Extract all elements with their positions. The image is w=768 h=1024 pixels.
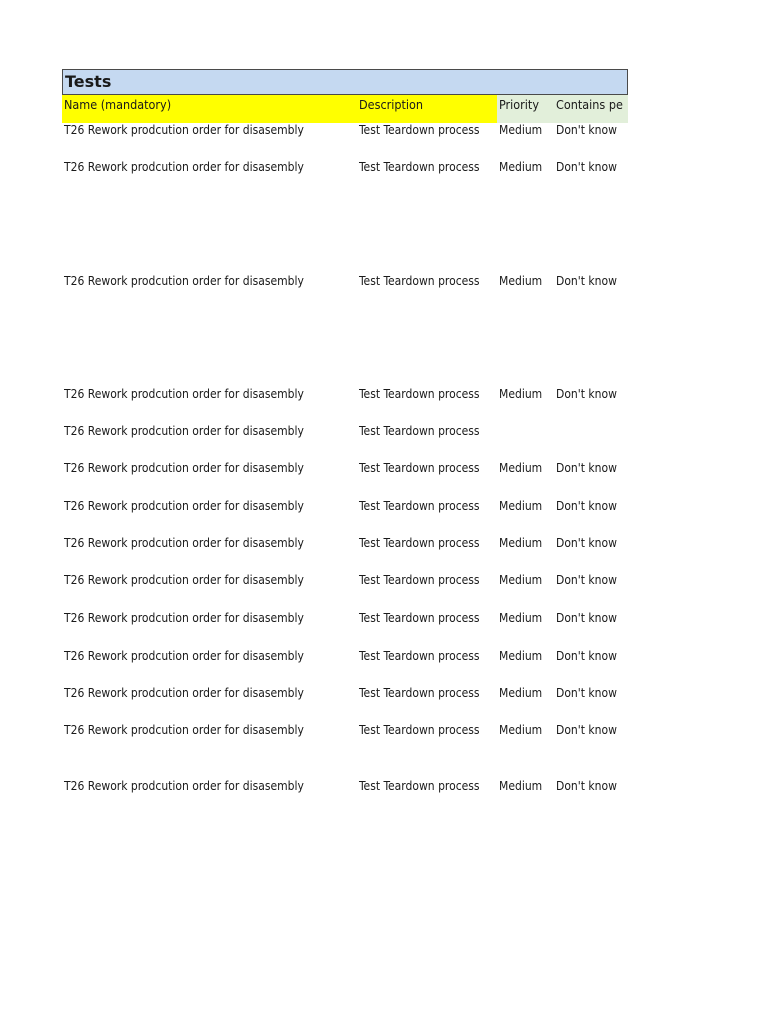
cell-description[interactable]: Test Teardown process	[359, 123, 480, 137]
cell-name[interactable]: T26 Rework prodcution order for disasembly	[64, 123, 304, 137]
cell-name[interactable]: T26 Rework prodcution order for disasembly	[64, 160, 304, 174]
table-row[interactable]	[62, 384, 628, 404]
sheet-title: Tests	[65, 72, 112, 91]
cell-name[interactable]: T26 Rework prodcution order for disasembly	[64, 499, 304, 513]
cell-personal[interactable]: Don't know	[556, 461, 617, 475]
cell-name[interactable]: T26 Rework prodcution order for disasembly	[64, 611, 304, 625]
table-row[interactable]	[62, 271, 628, 291]
table-row[interactable]	[62, 776, 628, 796]
cell-personal[interactable]: Don't know	[556, 123, 617, 137]
cell-personal[interactable]: Don't know	[556, 573, 617, 587]
cell-description[interactable]: Test Teardown process	[359, 686, 480, 700]
table-row[interactable]	[62, 608, 628, 628]
cell-personal[interactable]: Don't know	[556, 160, 617, 174]
cell-priority[interactable]: Medium	[499, 536, 543, 550]
cell-personal[interactable]: Don't know	[556, 387, 617, 401]
header-description[interactable]: Description	[357, 95, 497, 123]
cell-description[interactable]: Test Teardown process	[359, 723, 480, 737]
cell-name[interactable]: T26 Rework prodcution order for disasembly	[64, 686, 304, 700]
cell-description[interactable]: Test Teardown process	[359, 649, 480, 663]
cell-description[interactable]: Test Teardown process	[359, 779, 480, 793]
cell-priority[interactable]: Medium	[499, 611, 543, 625]
table-row[interactable]	[62, 533, 628, 553]
cell-description[interactable]: Test Teardown process	[359, 611, 480, 625]
cell-name[interactable]: T26 Rework prodcution order for disasembly	[64, 424, 304, 438]
cell-description[interactable]: Test Teardown process	[359, 160, 480, 174]
table-row[interactable]	[62, 570, 628, 590]
cell-priority[interactable]: Medium	[499, 123, 543, 137]
header-row	[62, 95, 628, 123]
cell-personal[interactable]: Don't know	[556, 686, 617, 700]
cell-name[interactable]: T26 Rework prodcution order for disasembly	[64, 461, 304, 475]
cell-personal[interactable]: Don't know	[556, 611, 617, 625]
table-row[interactable]	[62, 683, 628, 703]
cell-priority[interactable]: Medium	[499, 387, 543, 401]
cell-priority[interactable]: Medium	[499, 573, 543, 587]
cell-priority[interactable]: Medium	[499, 499, 543, 513]
cell-priority[interactable]: Medium	[499, 723, 543, 737]
cell-name[interactable]: T26 Rework prodcution order for disasembly	[64, 779, 304, 793]
table-row[interactable]	[62, 120, 628, 140]
cell-priority[interactable]: Medium	[499, 686, 543, 700]
cell-name[interactable]: T26 Rework prodcution order for disasembly	[64, 536, 304, 550]
cell-name[interactable]: T26 Rework prodcution order for disasembly	[64, 387, 304, 401]
header-priority[interactable]: Priority	[497, 95, 554, 123]
cell-description[interactable]: Test Teardown process	[359, 387, 480, 401]
sheet-title-bar	[62, 69, 628, 95]
cell-description[interactable]: Test Teardown process	[359, 536, 480, 550]
cell-priority[interactable]: Medium	[499, 649, 543, 663]
cell-priority[interactable]: Medium	[499, 160, 543, 174]
header-name[interactable]: Name (mandatory)	[62, 95, 357, 123]
header-contains-personal[interactable]: Contains pe	[554, 95, 628, 123]
cell-description[interactable]: Test Teardown process	[359, 499, 480, 513]
cell-personal[interactable]: Don't know	[556, 499, 617, 513]
cell-description[interactable]: Test Teardown process	[359, 274, 480, 288]
cell-name[interactable]: T26 Rework prodcution order for disasembly	[64, 649, 304, 663]
table-row[interactable]	[62, 157, 628, 177]
cell-priority[interactable]: Medium	[499, 461, 543, 475]
table-row[interactable]	[62, 646, 628, 666]
cell-personal[interactable]	[554, 421, 628, 441]
cell-personal[interactable]: Don't know	[556, 723, 617, 737]
cell-priority[interactable]: Medium	[499, 779, 543, 793]
table-row[interactable]	[62, 421, 628, 441]
table-row[interactable]	[62, 720, 628, 740]
cell-personal[interactable]: Don't know	[556, 274, 617, 288]
table-row[interactable]	[62, 496, 628, 516]
cell-personal[interactable]: Don't know	[556, 536, 617, 550]
cell-description[interactable]: Test Teardown process	[359, 573, 480, 587]
cell-personal[interactable]: Don't know	[556, 649, 617, 663]
cell-description[interactable]: Test Teardown process	[359, 424, 480, 438]
table-row[interactable]	[62, 458, 628, 478]
cell-name[interactable]: T26 Rework prodcution order for disasembly	[64, 723, 304, 737]
cell-personal[interactable]: Don't know	[556, 779, 617, 793]
cell-name[interactable]: T26 Rework prodcution order for disasembly	[64, 573, 304, 587]
cell-priority[interactable]	[497, 421, 554, 441]
cell-name[interactable]: T26 Rework prodcution order for disasembly	[64, 274, 304, 288]
cell-priority[interactable]: Medium	[499, 274, 543, 288]
cell-description[interactable]: Test Teardown process	[359, 461, 480, 475]
